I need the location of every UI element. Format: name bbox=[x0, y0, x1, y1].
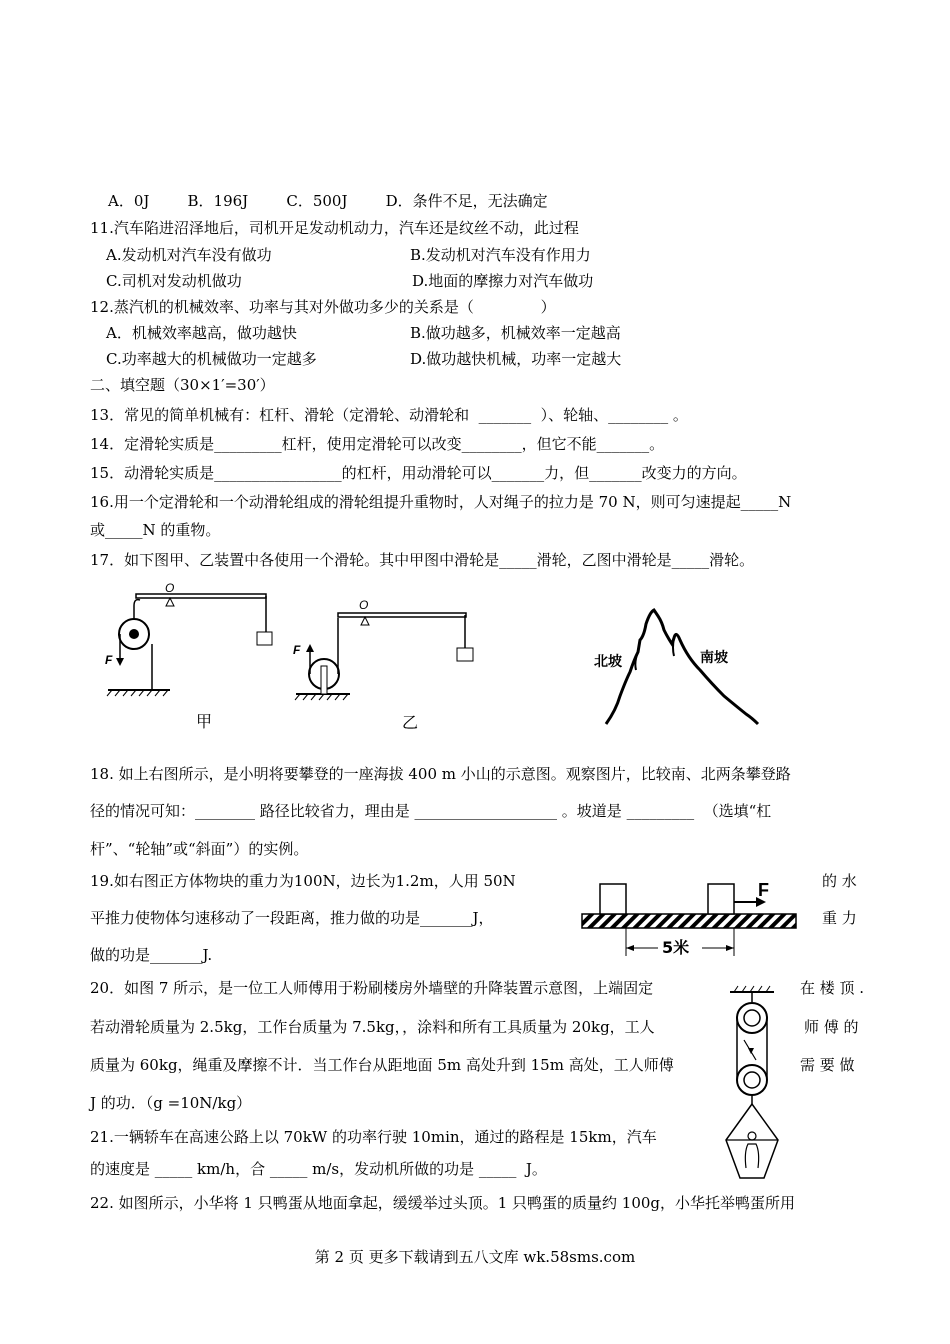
q20-line2-right: 师 傅 的 bbox=[804, 1018, 859, 1036]
q19-line2-right: 重 力 bbox=[822, 909, 857, 927]
label-f: F bbox=[293, 643, 301, 657]
arrow-f bbox=[306, 644, 314, 652]
block-start bbox=[600, 884, 626, 914]
platform-cage bbox=[726, 1104, 778, 1178]
q11-option-d: D.地面的摩擦力对汽车做功 bbox=[412, 272, 594, 290]
q12-option-c: C.功率越大的机械做功一定越多 bbox=[106, 350, 317, 368]
figure-blocks bbox=[580, 878, 800, 958]
worker-body bbox=[745, 1144, 758, 1168]
q17: 17．如下图甲、乙装置中各使用一个滑轮。其中甲图中滑轮是_____滑轮，乙图中滑轮是_____滑轮。 bbox=[90, 551, 755, 569]
label-distance: 5米 bbox=[662, 938, 690, 957]
q20-line4: J 的功．（g =10N/kg） bbox=[90, 1094, 252, 1112]
figure-lift bbox=[718, 980, 798, 1180]
dim-arrow-right bbox=[726, 945, 734, 951]
label-south-slope: 南坡 bbox=[700, 650, 728, 666]
q18-line3: 杆”、“轮轴”或“斜面”）的实例。 bbox=[90, 840, 309, 858]
q11-stem: 11.汽车陷进沼泽地后，司机开足发动机动力，汽车还是纹丝不动，此过程 bbox=[90, 219, 579, 237]
q14: 14．定滑轮实质是_________杠杆，使用定滑轮可以改变________，但它不能_______。 bbox=[90, 435, 665, 453]
pulley-axle bbox=[129, 629, 139, 639]
figure-mountain bbox=[590, 600, 770, 730]
figure-yi bbox=[290, 594, 490, 734]
q18-line2: 径的情况可知：________ 路径比较省力，理由是 ___________________ 。坡道是 _________ （选填“杠 bbox=[90, 802, 772, 820]
movable-pulley bbox=[737, 1065, 767, 1095]
q11-option-b: B.发动机对汽车没有作用力 bbox=[410, 246, 591, 264]
small-arrow bbox=[748, 1048, 754, 1054]
q12-option-b: B.做功越多，机械效率一定越高 bbox=[410, 324, 621, 342]
q12-option-a: A．机械效率越高，做功越快 bbox=[106, 324, 297, 342]
lever-bar bbox=[338, 613, 466, 617]
figure-jia bbox=[100, 582, 290, 732]
floor bbox=[582, 914, 796, 928]
q20-line3-right: 需 要 做 bbox=[800, 1056, 855, 1074]
weight-block bbox=[457, 648, 473, 661]
label-o: O bbox=[359, 598, 369, 612]
weight-block bbox=[257, 632, 272, 645]
q19-line1: 19.如右图正方体物块的重力为100N，边长为1.2m，人用 50N bbox=[90, 872, 516, 890]
caption-yi: 乙 bbox=[402, 713, 419, 732]
q12-option-d: D.做功越快机械，功率一定越大 bbox=[410, 350, 622, 368]
label-north-slope: 北坡 bbox=[594, 654, 622, 670]
q18-line1: 18. 如上右图所示，是小明将要攀登的一座海拔 400 m 小山的示意图。观察图片，比较南、北两条攀登路 bbox=[90, 765, 791, 783]
ridge-south bbox=[673, 638, 674, 656]
fixed-pulley-inner bbox=[744, 1010, 760, 1026]
q11-option-c: C.司机对发动机做功 bbox=[106, 272, 242, 290]
q11-option-a: A.发动机对汽车没有做功 bbox=[106, 246, 272, 264]
q19-line1-right: 的 水 bbox=[822, 872, 857, 890]
hook bbox=[134, 600, 140, 619]
caption-jia: 甲 bbox=[196, 712, 213, 731]
worker-head bbox=[748, 1132, 756, 1140]
q10-options: A．0J B．196J C．500J D．条件不足，无法确定 bbox=[108, 192, 548, 210]
q19-line3: 做的功是_______J. bbox=[90, 946, 213, 964]
fulcrum bbox=[166, 598, 174, 606]
pulley-post bbox=[321, 666, 327, 694]
q15: 15．动滑轮实质是_________________的杠杆，用动滑轮可以_______力，但_______改变力的方向。 bbox=[90, 464, 747, 482]
q20-line1-right: 在 楼 顶 . bbox=[800, 979, 865, 997]
q16-line1: 16.用一个定滑轮和一个动滑轮组成的滑轮组提升重物时，人对绳子的拉力是 70 N，则可匀速提起_____N bbox=[90, 493, 792, 511]
movable-pulley-inner bbox=[744, 1072, 760, 1088]
lever-bar bbox=[136, 594, 266, 598]
q16-line2: 或_____N 的重物。 bbox=[90, 521, 221, 539]
q20-line2: 若动滑轮质量为 2.5kg，工作台质量为 7.5kg，，涂料和所有工具质量为 20kg，工人 bbox=[90, 1018, 655, 1036]
dim-arrow-left bbox=[626, 945, 634, 951]
block-end bbox=[708, 884, 734, 914]
label-o: O bbox=[165, 582, 175, 595]
q20-line1: 20．如图 7 所示，是一位工人师傅用于粉刷楼房外墙壁的升降装置示意图，上端固定 bbox=[90, 979, 654, 997]
q21-line2: 的速度是 _____ km/h，合 _____ m/s，发动机所做的功是 _____ J。 bbox=[90, 1160, 547, 1178]
q13: 13．常见的简单机械有：杠杆、滑轮（定滑轮、动滑轮和 _______ ）、轮轴、________ 。 bbox=[90, 406, 688, 424]
fulcrum bbox=[361, 617, 369, 625]
label-force: F bbox=[758, 880, 769, 900]
label-f: F bbox=[105, 653, 113, 667]
arrow-f bbox=[116, 658, 124, 666]
fixed-pulley bbox=[737, 1003, 767, 1033]
q19-line2: 平推力使物体匀速移动了一段距离，推力做的功是_______J， bbox=[90, 909, 494, 927]
q20-line3: 质量为 60kg，绳重及摩擦不计．当工作台从距地面 5m 高处升到 15m 高处，工人师傅 bbox=[90, 1056, 674, 1074]
page-footer: 第 2 页 更多下载请到五八文库 wk.58sms.com bbox=[314, 1248, 636, 1266]
section-heading: 二、填空题（30×1′=30′） bbox=[90, 376, 275, 394]
q22-line1: 22. 如图所示，小华将 1 只鸭蛋从地面拿起，缓缓举过头顶。1 只鸭蛋的质量约 100g，小华托举鸭蛋所用 bbox=[90, 1194, 796, 1212]
q21-line1: 21.一辆轿车在高速公路上以 70kW 的功率行驶 10min，通过的路程是 15km，汽车 bbox=[90, 1128, 657, 1146]
q12-stem: 12.蒸汽机的机械效率、功率与其对外做功多少的关系是（ ） bbox=[90, 298, 556, 316]
mountain-outline bbox=[606, 610, 758, 724]
